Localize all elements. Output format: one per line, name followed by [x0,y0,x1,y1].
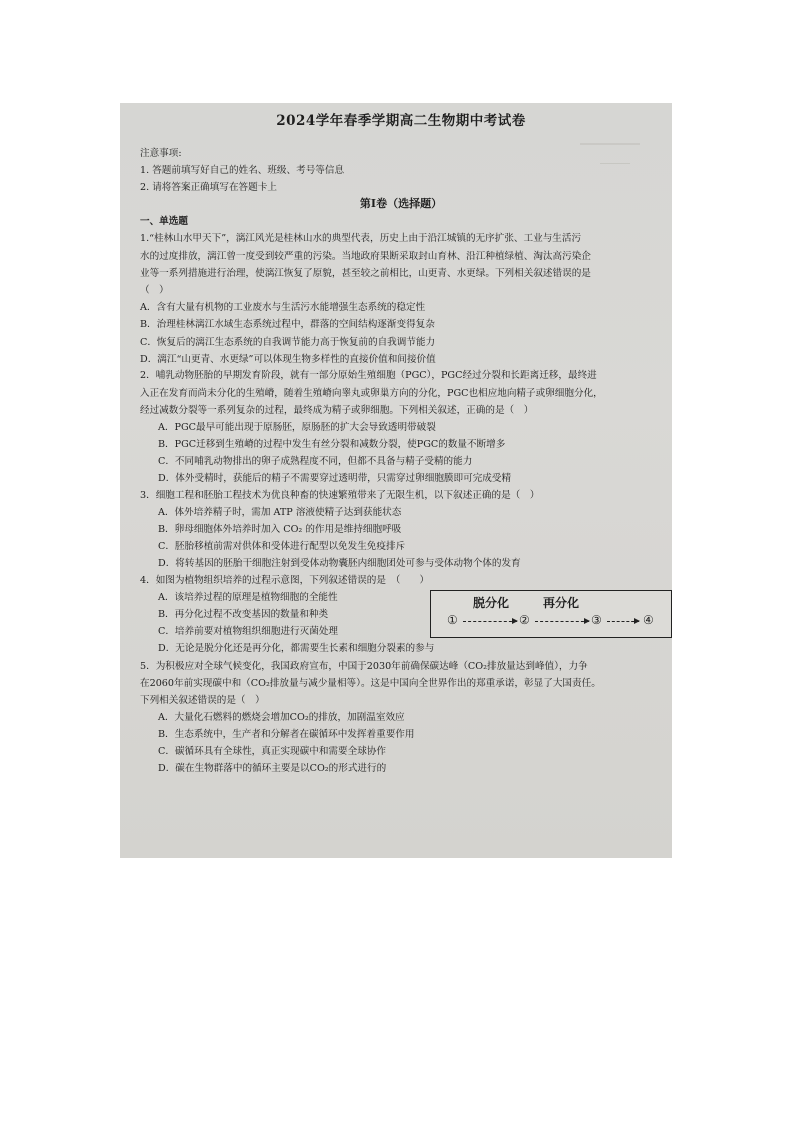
notice-heading: 注意事项: [140,148,182,159]
diagram-node: ② [519,613,530,627]
option: D．碳在生物群落中的循环主要是以CO₂的形式进行的 [158,763,387,774]
notice-item: 1. 答题前填写好自己的姓名、班级、考号等信息 [140,165,345,176]
diagram-node: ④ [643,613,654,627]
option: D．无论是脱分化还是再分化，都需要生长素和细胞分裂素的参与 [158,643,435,654]
option: B．再分化过程不改变基因的数量和种类 [158,609,329,620]
option: B．生态系统中，生产者和分解者在碳循环中发挥着重要作用 [158,729,415,740]
section-heading: 一、单选题 [140,216,188,227]
diagram-arrow [535,621,589,622]
diagram-arrow [463,621,517,622]
question-stem: 5．为积极应对全球气候变化，我国政府宣布，中国于2030年前确保碳达峰（CO₂排放量达到峰值），力争 [140,661,588,672]
question-stem: 2．哺乳动物胚胎的早期发育阶段，就有一部分原始生殖细胞（PGC），PGC经过分裂和长距离迁移，最终进 [140,370,597,381]
question-stem: 3．细胞工程和胚胎工程技术为优良种畜的快速繁殖带来了无限生机，以下叙述正确的是（ ） [140,490,540,501]
tissue-culture-diagram [430,590,672,638]
option: D．漓江“山更青、水更绿”可以体现生物多样性的直接价值和间接价值 [140,354,436,365]
question-stem: 下列相关叙述错误的是（ ） [140,695,265,706]
exam-title: 2024学年春季学期高二生物期中考试卷 [276,113,526,129]
part-heading: 第I卷（选择题） [359,197,443,210]
question-stem: 入正在发育而尚未分化的生殖嵴，随着生殖嵴向睾丸或卵巢方向的分化，PGC也相应地向精子或卵细胞分化， [140,388,603,399]
option: C．不同哺乳动物排出的卵子成熟程度不同，但都不具备与精子受精的能力 [158,456,473,467]
question-stem: （ ） [140,285,169,296]
notice-item: 2. 请将答案正确填写在答题卡上 [140,182,277,193]
diagram-node: ③ [591,613,602,627]
option: A．体外培养精子时，需加 ATP 溶液使精子达到获能状态 [158,507,402,518]
option: B．PGC迁移到生殖嵴的过程中发生有丝分裂和减数分裂，使PGC的数量不断增多 [158,439,506,450]
document-photo [120,103,672,858]
option: A．PGC最早可能出现于原肠胚，原肠胚的扩大会导致透明带破裂 [158,422,436,433]
option: A．大量化石燃料的燃烧会增加CO₂的排放，加剧温室效应 [158,712,405,723]
diagram-label-dedifferentiation: 脱分化 [473,596,510,610]
option: C．培养前要对植物组织细胞进行灭菌处理 [158,626,339,637]
option: B．卵母细胞体外培养时加入 CO₂ 的作用是维持细胞呼吸 [158,524,402,535]
option: D．体外受精时，获能后的精子不需要穿过透明带，只需穿过卵细胞膜即可完成受精 [158,473,512,484]
option: A．含有大量有机物的工业废水与生活污水能增强生态系统的稳定性 [140,302,426,313]
option: C．碳循环具有全球性，真正实现碳中和需要全球协作 [158,746,386,757]
option: C．恢复后的漓江生态系统的自我调节能力高于恢复前的自我调节能力 [140,337,436,348]
option: D．将转基因的胚胎干细胞注射到受体动物囊胚内细胞团处可参与受体动物个体的发育 [158,558,521,569]
diagram-arrow [607,621,639,622]
question-stem: 1.“桂林山水甲天下”，漓江风光是桂林山水的典型代表，历史上由于沿江城镇的无序扩张、工业与生活污 [140,233,582,244]
diagram-node: ① [447,613,458,627]
option: B．治理桂林漓江水域生态系统过程中，群落的空间结构逐渐变得复杂 [140,319,435,330]
diagram-label-redifferentiation: 再分化 [543,596,580,610]
question-stem: 在2060年前实现碳中和（CO₂排放量与减少量相等）。这是中国向全世界作出的郑重承诺，彰显了大国责任。 [140,678,601,689]
question-stem: 4．如图为植物组织培养的过程示意图，下列叙述错误的是 （ ） [140,575,430,586]
question-stem: 水的过度排放，漓江曾一度受到较严重的污染。当地政府果断采取封山育林、沿江种植绿植、淘汰高污染企 [140,251,591,262]
question-stem: 业等一系列措施进行治理，使漓江恢复了原貌，甚至较之前相比，山更青、水更绿。下列相关叙述错误的是 [140,268,591,279]
option: A．该培养过程的原理是植物细胞的全能性 [158,592,338,603]
option: C．胚胎移植前需对供体和受体进行配型以免发生免疫排斥 [158,541,406,552]
question-stem: 经过减数分裂等一系列复杂的过程，最终成为精子或卵细胞。下列相关叙述，正确的是（ ） [140,405,534,416]
